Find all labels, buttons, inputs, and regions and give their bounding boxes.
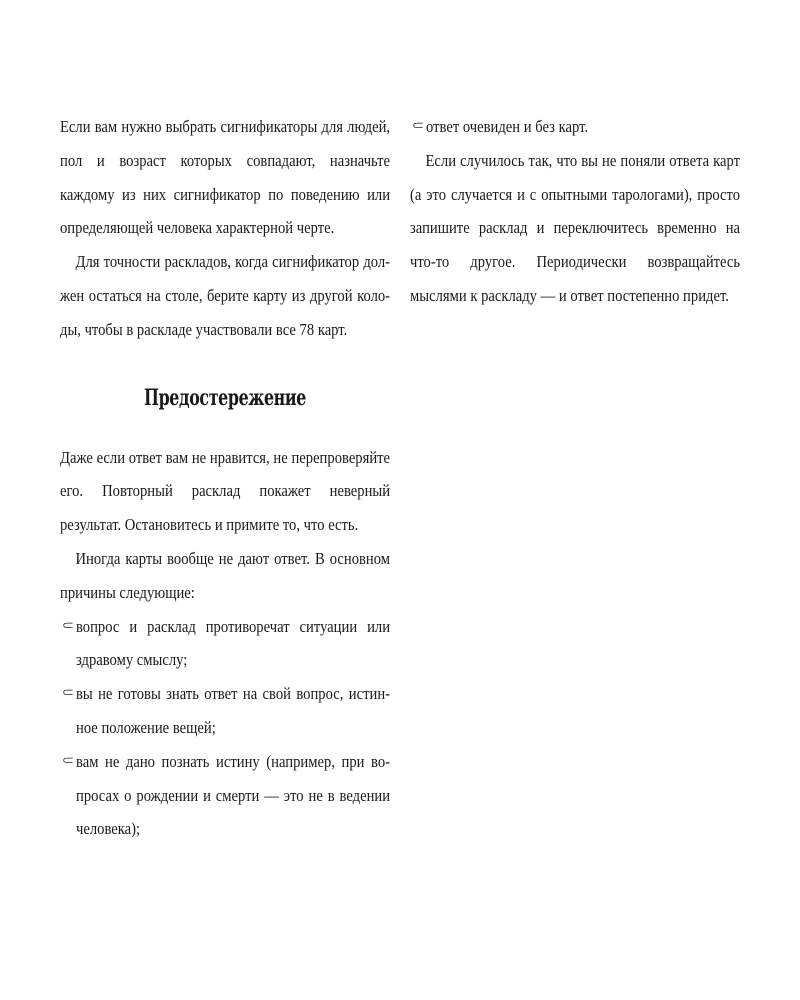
reasons-list-continued — [410, 110, 740, 144]
warning-paragraph-1: Даже если ответ вам не нравится, не перепроверяйте его. Повторный расклад покажет неверный результат. Остановитесь и примите то, что есть. — [60, 447, 391, 535]
list-item-text: вам не дано познать истину (например, при вопросах о рождении и смерти — это не в ведении человека); — [76, 751, 391, 839]
bullet-glyph-icon: ⸦ — [410, 118, 427, 135]
list-item-text: вопрос и расклад противоречат ситуации или здравому смыслу; — [76, 616, 391, 670]
list-item — [60, 677, 390, 745]
intro-paragraph-2: Для точности раскладов, когда сигнификатор должен остаться на столе, берите карту из другой колоды, чтобы в раскладе участвовали все 78 карт. — [60, 252, 391, 339]
list-item — [410, 110, 740, 144]
list-item-text: ответ очевиден и без карт. — [426, 117, 589, 136]
right-column — [410, 110, 740, 313]
left-column — [60, 110, 390, 846]
bullet-glyph-icon: ⸦ — [60, 685, 77, 703]
section-heading: Предостережение — [143, 384, 307, 411]
intro-paragraph-1: Если вам нужно выбрать сигнификаторы для людей, пол и возраст которых совпадают, назначьте каждому из них сигнификатор по поведению или определяющей человека характерной черте. — [60, 117, 391, 238]
advice-paragraph: Если случилось так, что вы не поняли ответа карт (а это случается и с опытными тарологами), просто запишите расклад и переключитесь временно на что-то другое. Периодически возвращайтесь мыслями к раскладу — и ответ постепенно придет. — [410, 150, 741, 305]
reasons-list — [60, 610, 390, 847]
warning-paragraph-2: Иногда карты вообще не дают ответ. В основном причины следующие: — [60, 548, 391, 602]
bullet-glyph-icon: ⸦ — [60, 617, 77, 635]
list-item-text: вы не готовы знать ответ на свой вопрос, истинное положение вещей; — [76, 684, 391, 737]
list-item — [60, 610, 390, 678]
bullet-glyph-icon: ⸦ — [60, 752, 77, 770]
list-item — [60, 745, 390, 846]
